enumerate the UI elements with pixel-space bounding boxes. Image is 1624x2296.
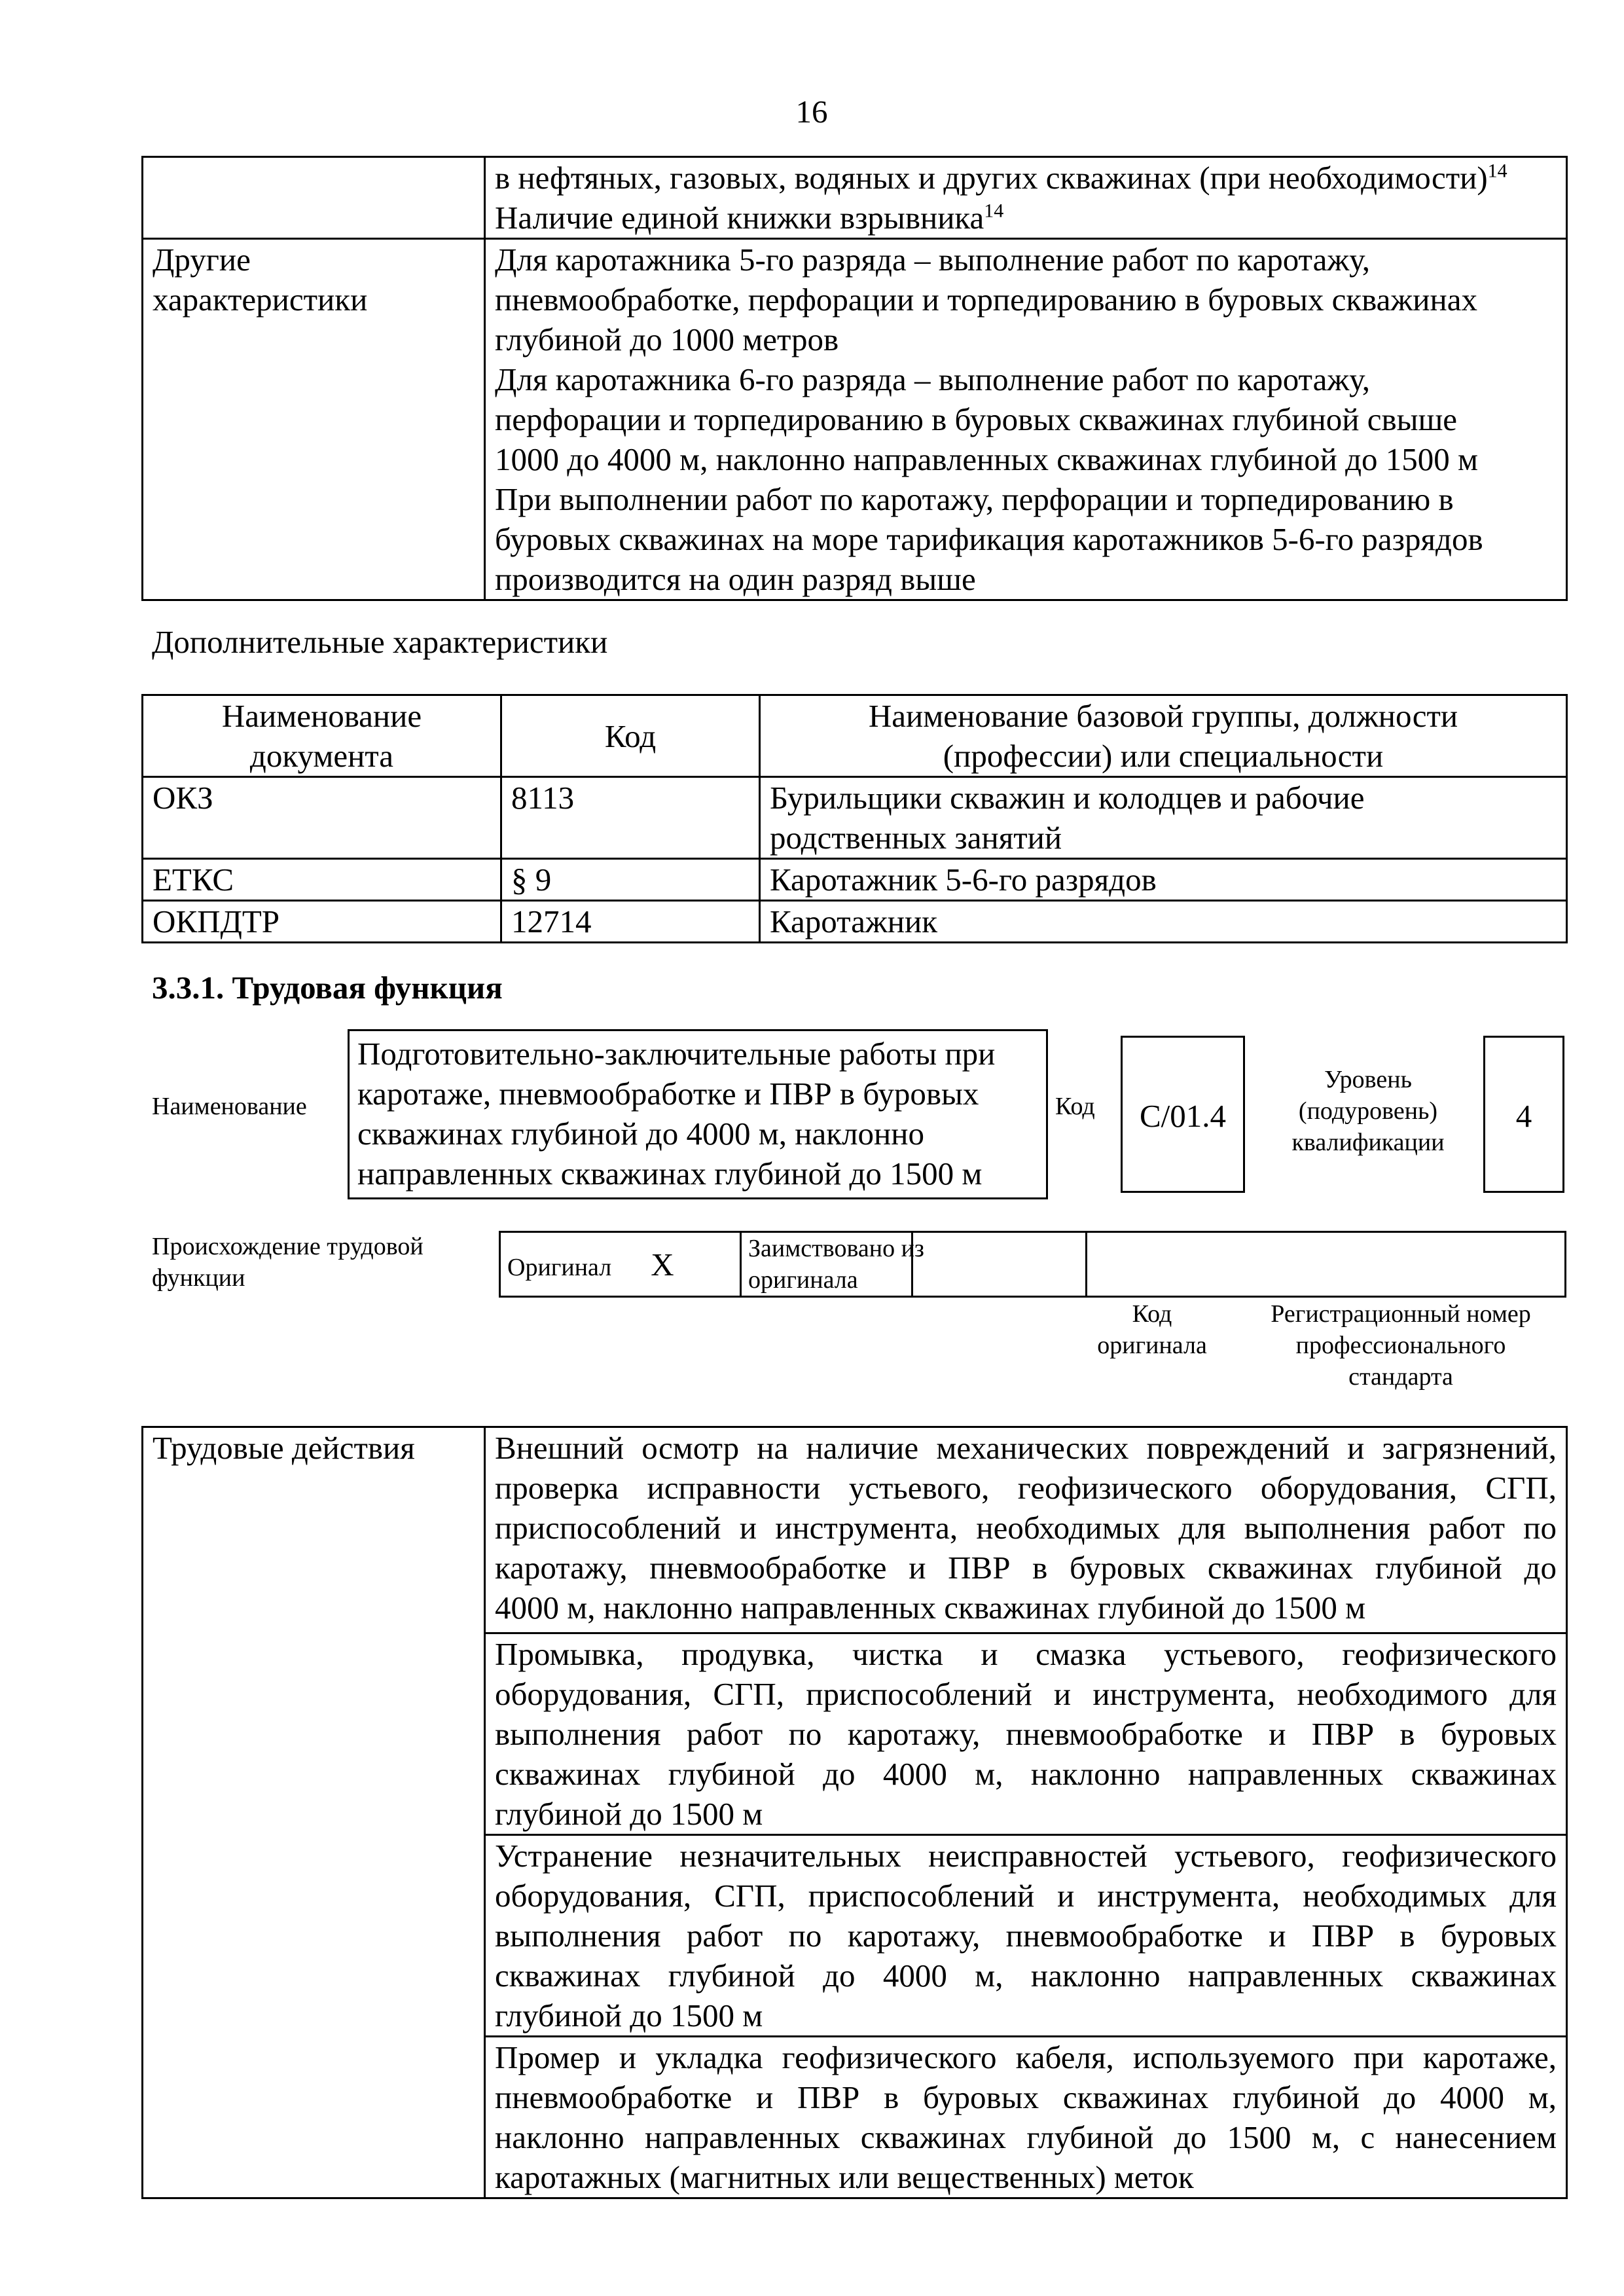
labor-actions-table <box>141 1426 1568 2199</box>
labor-actions-label: Трудовые действия <box>143 1427 485 2198</box>
code-label: Код <box>1055 1093 1095 1120</box>
borrowed-cell: Заимствовано из оригинала <box>741 1232 912 1297</box>
original-code-caption: Код оригинала <box>1097 1300 1207 1359</box>
row-document: ЕТКС <box>143 859 501 901</box>
header-group-name: Наименование базовой группы, должности (профессии) или специальности <box>760 695 1567 777</box>
other-characteristics-label: Другие характеристики <box>143 239 485 600</box>
row-group-name: Каротажник <box>760 901 1567 943</box>
row-group-name: Каротажник 5-6-го разрядов <box>760 859 1567 901</box>
requirements-cell <box>485 157 1567 239</box>
text-line: Для каротажника 5-го разряда – выполнение работ по каротажу, <box>495 242 1371 278</box>
text-line: пневмообработке, перфорации и торпедированию в буровых скважинах <box>495 282 1477 318</box>
row-group-name: Бурильщики скважин и колодцев и рабочие родственных занятий <box>760 777 1567 859</box>
row-document: ОКЗ <box>143 777 501 859</box>
text-line: перфорации и торпедированию в буровых скважинах глубиной свыше <box>495 401 1458 437</box>
row-document: ОКПДТР <box>143 901 501 943</box>
other-characteristics-text <box>485 239 1567 600</box>
labor-action-item: Устранение незначительных неисправностей устьевого, геофизического оборудования, СГП, приспособлений и инструмента, необходимых для выполнения работ по каротажу, пневмообработке и ПВР в буровых скважинах глубиной до 4000 м, наклонно направленных скважинах глубиной до 1500 м <box>485 1835 1567 2037</box>
text-line: глубиной до 1000 метров <box>495 321 839 357</box>
empty-label-cell <box>143 157 485 239</box>
text-line: производится на один разряд выше <box>495 561 976 597</box>
qualification-level-label: Уровень (подуровень) квалификации <box>1291 1066 1445 1156</box>
original-mark: X <box>651 1246 674 1283</box>
text-line: 1000 до 4000 м, наклонно направленных скважинах глубиной до 1500 м <box>495 441 1479 477</box>
row-code: § 9 <box>501 859 760 901</box>
labor-action-item: Промер и укладка геофизического кабеля, используемого при каротаже, пневмообработке и ПВР в буровых скважинах глубиной до 4000 м, наклонно направленных скважинах глубиной до 1500 м, с нанесением каротажных (магнитных или вещественных) меток <box>485 2037 1567 2198</box>
text-line: При выполнении работ по каротажу, перфорации и торпедированию в <box>495 481 1454 517</box>
original-code-cell <box>912 1232 1087 1297</box>
original-label: Оригинал <box>507 1253 612 1281</box>
origin-table <box>499 1231 1566 1298</box>
footnote-ref: 14 <box>1487 160 1507 182</box>
top-characteristics-table <box>141 156 1568 601</box>
name-label: Наименование <box>152 1093 307 1120</box>
requirement-text: в нефтяных, газовых, водяных и других скважинах (при необходимости) <box>495 160 1488 196</box>
registration-number-caption: Регистрационный номер профессионального стандарта <box>1271 1300 1531 1391</box>
labor-action-item: Внешний осмотр на наличие механических повреждений и загрязнений, проверка исправности устьевого, геофизического оборудования, СГП, приспособлений и инструмента, необходимых для выполнения работ по каротажу, пневмообработке и ПВР в буровых скважинах глубиной до 4000 м, наклонно направленных скважинах глубиной до 1500 м <box>485 1427 1567 1633</box>
text-line: буровых скважинах на море тарификация каротажников 5-6-го разрядов <box>495 521 1483 557</box>
table-row <box>143 859 1567 901</box>
page-number: 16 <box>795 94 828 130</box>
qualification-level-box: 4 <box>1483 1036 1564 1193</box>
header-code: Код <box>501 695 760 777</box>
table-header-row <box>143 695 1567 777</box>
requirement-text: Наличие единой книжки взрывника <box>495 200 984 236</box>
table-row <box>143 1427 1567 1633</box>
text-line: Для каротажника 6-го разряда – выполнение работ по каротажу, <box>495 361 1371 397</box>
table-row <box>143 901 1567 943</box>
continuation-row <box>143 157 1567 239</box>
table-row <box>143 777 1567 859</box>
row-code: 8113 <box>501 777 760 859</box>
function-name-box: Подготовительно-заключительные работы при каротаже, пневмообработке и ПВР в буровых скважинах глубиной до 4000 м, наклонно направленных скважинах глубиной до 1500 м <box>348 1029 1048 1199</box>
function-code-box: С/01.4 <box>1121 1036 1245 1193</box>
other-characteristics-row <box>143 239 1567 600</box>
section-title: 3.3.1. Трудовая функция <box>152 970 503 1006</box>
registration-number-cell <box>1087 1232 1566 1297</box>
row-code: 12714 <box>501 901 760 943</box>
footnote-ref: 14 <box>984 200 1004 222</box>
header-document: Наименование документа <box>143 695 501 777</box>
additional-characteristics-table <box>141 694 1568 943</box>
labor-action-item: Промывка, продувка, чистка и смазка устьевого, геофизического оборудования, СГП, приспособлений и инструмента, необходимого для выполнения работ по каротажу, пневмообработке и ПВР в буровых скважинах глубиной до 4000 м, наклонно направленных скважинах глубиной до 1500 м <box>485 1633 1567 1835</box>
origin-label: Происхождение трудовой функции <box>152 1233 424 1292</box>
origin-original-cell <box>500 1232 741 1297</box>
additional-characteristics-title: Дополнительные характеристики <box>152 624 608 660</box>
